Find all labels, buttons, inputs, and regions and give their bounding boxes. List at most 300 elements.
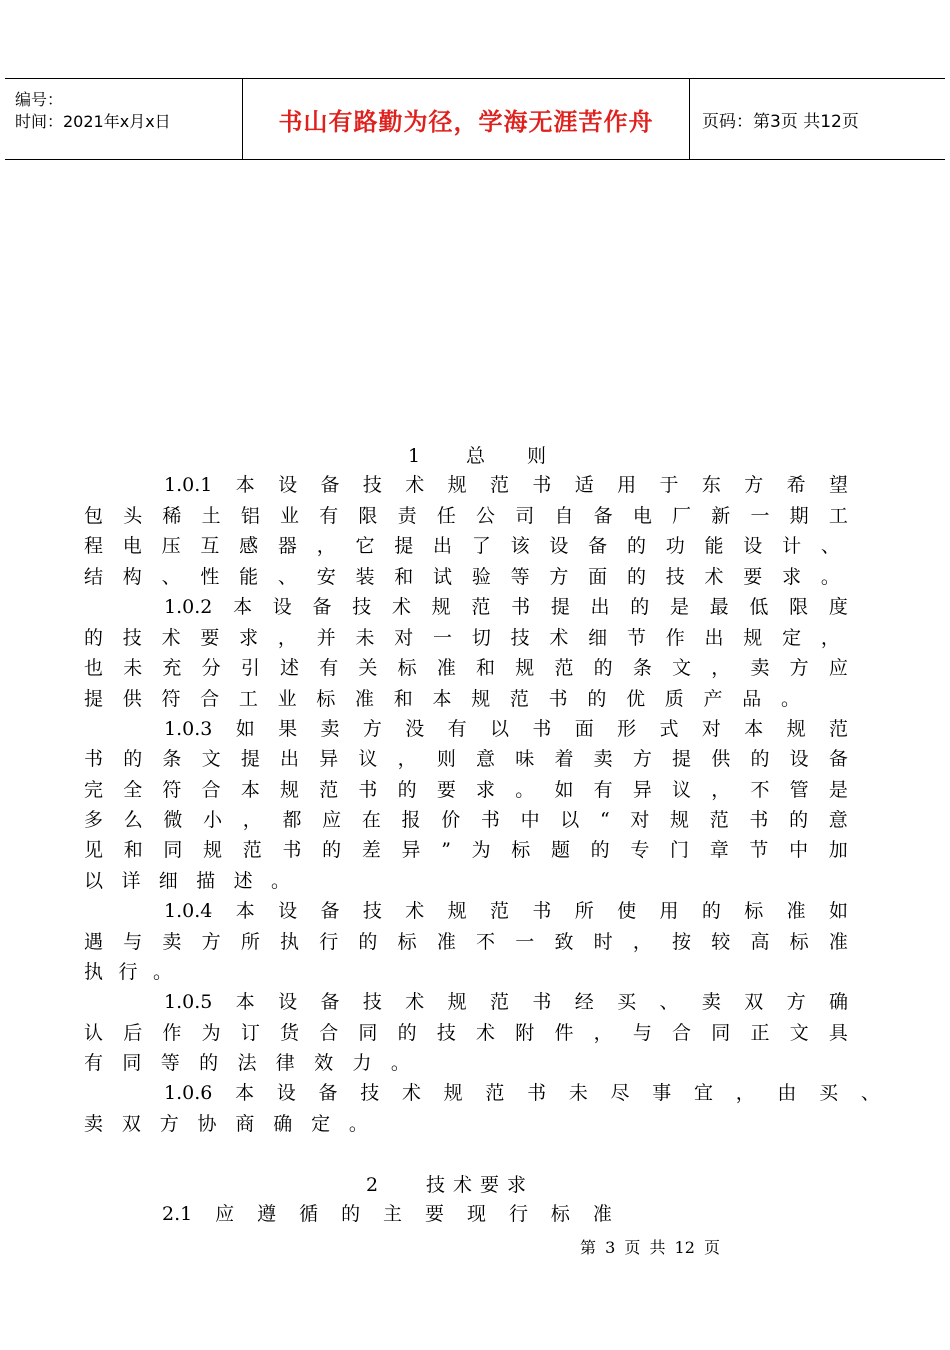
text-char: 也 — [84, 657, 104, 679]
text-char: 书 — [527, 1082, 547, 1104]
text-char: 方 — [159, 1113, 179, 1135]
text-char: 较 — [711, 931, 731, 953]
text-char: 买 — [617, 991, 637, 1013]
text-char: 本 — [744, 718, 764, 740]
clause-number: 1.0.1 — [164, 474, 213, 496]
text-char: 符 — [161, 688, 181, 710]
text-char: 由 — [777, 1082, 797, 1104]
text-char: 程 — [84, 535, 104, 557]
text-char: 备 — [828, 748, 848, 770]
text-char: 方 — [201, 931, 221, 953]
text-char: 的 — [750, 748, 770, 770]
text-char: 器 — [277, 535, 297, 557]
text-char: 的 — [123, 748, 143, 770]
text-char: 技 — [362, 991, 382, 1013]
text-char: 方 — [362, 718, 382, 740]
text-char: 合 — [200, 688, 220, 710]
text-char: ， — [632, 931, 652, 953]
text-char: 用 — [659, 900, 679, 922]
text-char: 订 — [240, 1022, 260, 1044]
clause-number: 1.0.2 — [164, 596, 213, 618]
text-char: 工 — [238, 688, 258, 710]
text-char: 准 — [355, 688, 375, 710]
section-1-number: 1 — [408, 445, 421, 467]
text-char: 卖 — [701, 991, 721, 1013]
text-char: 果 — [278, 718, 298, 740]
text-char: 范 — [554, 657, 574, 679]
text-char: 范 — [509, 688, 529, 710]
text-char: 范 — [319, 779, 339, 801]
text-char: 出 — [590, 596, 610, 618]
text-char: 方 — [632, 748, 652, 770]
text-char: 则 — [436, 748, 456, 770]
text-char: 的 — [626, 566, 646, 588]
text-char: 术 — [405, 474, 425, 496]
text-char: 应 — [215, 1203, 235, 1225]
text-char: 方 — [789, 657, 809, 679]
text-char: 本 — [432, 688, 452, 710]
text-char: 。 — [390, 1052, 410, 1074]
paragraph-line — [164, 472, 848, 498]
text-char: 、 — [161, 566, 181, 588]
text-char: 设 — [549, 535, 569, 557]
text-char: 的 — [341, 1203, 361, 1225]
text-char: 。 — [820, 566, 840, 588]
text-char: 术 — [704, 566, 724, 588]
text-char: 范 — [242, 839, 262, 861]
text-char: 以 — [84, 870, 104, 892]
text-char: 文 — [672, 657, 692, 679]
text-char: 在 — [361, 809, 381, 831]
text-char: 东 — [701, 474, 721, 496]
paragraph-line — [84, 655, 848, 681]
text-char: 确 — [273, 1113, 293, 1135]
text-char: 安 — [316, 566, 336, 588]
text-char: ， — [711, 657, 731, 679]
text-char: 等 — [160, 1052, 180, 1074]
text-char: 后 — [123, 1022, 143, 1044]
text-char: “ — [599, 809, 610, 831]
text-char: 书 — [548, 688, 568, 710]
text-char: 技 — [362, 474, 382, 496]
text-char: 的 — [199, 1052, 219, 1074]
text-char: 标 — [789, 931, 809, 953]
text-char: 经 — [574, 991, 594, 1013]
paragraph-line — [84, 929, 848, 955]
text-char: 异 — [632, 779, 652, 801]
text-char: ， — [593, 1022, 613, 1044]
text-char: 新 — [711, 505, 731, 527]
page-code-label: 页码：第3页 共12页 — [702, 111, 859, 132]
text-char: 以 — [489, 718, 509, 740]
text-char: 一 — [433, 627, 453, 649]
text-char: 设 — [278, 900, 298, 922]
text-char: 备 — [312, 596, 332, 618]
text-char: 装 — [355, 566, 375, 588]
text-char: 规 — [743, 627, 763, 649]
text-char: 的 — [322, 839, 342, 861]
text-char: 的 — [593, 657, 613, 679]
text-char: 和 — [393, 688, 413, 710]
text-char: 压 — [161, 535, 181, 557]
paragraph-line — [84, 959, 172, 985]
text-char: 细 — [588, 627, 608, 649]
text-char: 范 — [709, 809, 729, 831]
text-char: 式 — [659, 718, 679, 740]
text-char: 书 — [532, 991, 552, 1013]
text-char: 事 — [652, 1082, 672, 1104]
text-char: 要 — [425, 1203, 445, 1225]
text-char: 力 — [352, 1052, 372, 1074]
text-char: 规 — [203, 839, 223, 861]
text-char: 备 — [318, 1082, 338, 1104]
text-char: 本 — [233, 596, 253, 618]
text-char: 正 — [750, 1022, 770, 1044]
text-char: 自 — [554, 505, 574, 527]
text-char: 细 — [158, 870, 178, 892]
text-char: 工 — [828, 505, 848, 527]
text-char: 着 — [554, 748, 574, 770]
text-char: 备 — [320, 991, 340, 1013]
paragraph-line — [164, 898, 848, 924]
text-char: 稀 — [162, 505, 182, 527]
text-char: 卖 — [750, 657, 770, 679]
text-char: 出 — [433, 535, 453, 557]
text-char: 提 — [394, 535, 414, 557]
text-char: 土 — [201, 505, 221, 527]
text-char: 书 — [282, 839, 302, 861]
text-char: 。 — [152, 961, 172, 983]
text-char: 出 — [704, 627, 724, 649]
text-char: 认 — [84, 1022, 104, 1044]
text-char: 功 — [665, 535, 685, 557]
text-char: 的 — [587, 688, 607, 710]
text-char: 设 — [276, 1082, 296, 1104]
text-char: 书 — [532, 474, 552, 496]
motto-text: 书山有路勤为径，学海无涯苦作舟 — [278, 107, 654, 136]
text-char: 么 — [123, 809, 143, 831]
text-char: 范 — [489, 991, 509, 1013]
text-char: 提 — [84, 688, 104, 710]
text-char: 它 — [355, 535, 375, 557]
text-char: 低 — [749, 596, 769, 618]
text-char: 同 — [163, 839, 183, 861]
clause-number: 1.0.3 — [164, 718, 213, 740]
text-char: 双 — [744, 991, 764, 1013]
text-char: 技 — [352, 596, 372, 618]
text-char: 的 — [590, 839, 610, 861]
text-char: 、 — [659, 991, 679, 1013]
text-char: 求 — [782, 566, 802, 588]
text-char: ” — [441, 839, 451, 861]
text-char: 全 — [123, 779, 143, 801]
text-char: 性 — [200, 566, 220, 588]
text-char: 品 — [742, 688, 762, 710]
text-char: 充 — [162, 657, 182, 679]
text-char: 备 — [320, 474, 340, 496]
text-char: 书 — [532, 900, 552, 922]
text-char: 技 — [510, 627, 530, 649]
paragraph-line — [84, 868, 290, 894]
text-char: 完 — [84, 779, 104, 801]
text-char: 未 — [123, 657, 143, 679]
text-char: 卖 — [593, 748, 613, 770]
clause-number: 1.0.5 — [164, 991, 213, 1013]
text-char: 尽 — [610, 1082, 630, 1104]
text-char: ， — [277, 627, 297, 649]
text-char: 有 — [447, 718, 467, 740]
text-char: 、 — [860, 1082, 880, 1104]
text-char: 范 — [485, 1082, 505, 1104]
text-char: 互 — [200, 535, 220, 557]
text-char: 本 — [235, 900, 255, 922]
text-char: 异 — [401, 839, 421, 861]
text-char: 确 — [828, 991, 848, 1013]
section-1-title: 总 则 — [466, 445, 565, 467]
text-char: 备 — [320, 900, 340, 922]
text-char: 范 — [471, 596, 491, 618]
text-char: 微 — [163, 809, 183, 831]
text-char: 味 — [515, 748, 535, 770]
text-char: 是 — [828, 779, 848, 801]
text-char: 价 — [441, 809, 461, 831]
text-char: 面 — [588, 566, 608, 588]
text-char: 方 — [549, 566, 569, 588]
text-char: 有 — [593, 779, 613, 801]
text-char: 质 — [664, 688, 684, 710]
text-char: 条 — [162, 748, 182, 770]
text-char: 本 — [235, 991, 255, 1013]
text-char: ， — [242, 809, 262, 831]
paragraph-line — [84, 625, 840, 651]
text-char: 商 — [235, 1113, 255, 1135]
section-2-heading — [366, 1170, 534, 1197]
text-char: 中 — [520, 809, 540, 831]
text-char: 对 — [701, 718, 721, 740]
text-char: 意 — [476, 748, 496, 770]
text-char: 求 — [476, 779, 496, 801]
paragraph-line — [84, 746, 848, 772]
text-char: 能 — [704, 535, 724, 557]
text-char: 一 — [750, 505, 770, 527]
text-char: 所 — [574, 900, 594, 922]
text-char: 构 — [122, 566, 142, 588]
text-char: 章 — [709, 839, 729, 861]
text-char: 的 — [358, 931, 378, 953]
text-char: 的 — [630, 596, 650, 618]
text-char: 。 — [780, 688, 800, 710]
text-char: 一 — [515, 931, 535, 953]
text-char: 对 — [630, 809, 650, 831]
text-char: 的 — [789, 809, 809, 831]
text-char: 以 — [560, 809, 580, 831]
text-char: 合 — [672, 1022, 692, 1044]
text-char: 面 — [574, 718, 594, 740]
text-char: 提 — [240, 748, 260, 770]
text-char: 与 — [632, 1022, 652, 1044]
text-char: 门 — [670, 839, 690, 861]
paragraph-line — [164, 1080, 880, 1106]
text-char: 卖 — [162, 931, 182, 953]
text-char: 行 — [118, 961, 138, 983]
text-char: 专 — [630, 839, 650, 861]
text-char: 结 — [84, 566, 104, 588]
text-char: 的 — [397, 1022, 417, 1044]
text-char: 报 — [401, 809, 421, 831]
paragraph-line — [84, 533, 840, 559]
text-char: 双 — [121, 1113, 141, 1135]
text-char: 。 — [515, 779, 535, 801]
section-1-heading — [408, 441, 564, 468]
text-char: 头 — [123, 505, 143, 527]
text-char: 出 — [280, 748, 300, 770]
text-char: 技 — [360, 1082, 380, 1104]
text-char: 述 — [233, 870, 253, 892]
text-char: 术 — [405, 991, 425, 1013]
text-char: 主 — [383, 1203, 403, 1225]
text-char: 技 — [362, 900, 382, 922]
text-char: 本 — [235, 1082, 255, 1104]
text-char: 的 — [397, 779, 417, 801]
text-char: 加 — [828, 839, 848, 861]
text-char: 详 — [121, 870, 141, 892]
text-char: 作 — [162, 1022, 182, 1044]
text-char: 附 — [515, 1022, 535, 1044]
text-char: 规 — [447, 900, 467, 922]
text-char: 切 — [471, 627, 491, 649]
text-char: 于 — [659, 474, 679, 496]
text-char: 作 — [665, 627, 685, 649]
paragraph-line — [84, 1020, 848, 1046]
section-2-title: 技术要求 — [426, 1174, 535, 1196]
text-char: 术 — [476, 1022, 496, 1044]
text-char: ， — [735, 1082, 755, 1104]
text-char: 小 — [203, 809, 223, 831]
text-char: 准 — [436, 931, 456, 953]
text-char: 范 — [828, 718, 848, 740]
text-char: 书 — [358, 779, 378, 801]
text-char: 标 — [511, 839, 531, 861]
text-char: 合 — [201, 779, 221, 801]
text-char: 供 — [122, 688, 142, 710]
text-char: 责 — [397, 505, 417, 527]
text-char: 求 — [239, 627, 259, 649]
text-char: 定 — [311, 1113, 331, 1135]
paragraph-line — [84, 807, 848, 833]
text-char: 准 — [592, 1203, 612, 1225]
text-char: 的 — [701, 900, 721, 922]
paragraph-line — [84, 564, 840, 590]
text-char: 议 — [358, 748, 378, 770]
text-char: 标 — [397, 657, 417, 679]
text-char: 和 — [476, 657, 496, 679]
text-char: 范 — [489, 474, 509, 496]
text-char: 适 — [574, 474, 594, 496]
text-char: 设 — [272, 596, 292, 618]
text-char: 准 — [828, 931, 848, 953]
text-char: 书 — [532, 718, 552, 740]
text-char: 准 — [786, 900, 806, 922]
text-char: 差 — [361, 839, 381, 861]
text-char: 时 — [593, 931, 613, 953]
text-char: 如 — [828, 900, 848, 922]
text-char: 不 — [476, 931, 496, 953]
paragraph-line — [84, 777, 848, 803]
text-char: 未 — [568, 1082, 588, 1104]
section-2-number: 2 — [366, 1174, 379, 1196]
text-char: ， — [316, 535, 336, 557]
text-char: 定 — [782, 627, 802, 649]
text-char: 本 — [240, 779, 260, 801]
text-char: 要 — [743, 566, 763, 588]
text-char: 使 — [617, 900, 637, 922]
text-char: 引 — [240, 657, 260, 679]
text-char: 规 — [280, 779, 300, 801]
text-char: 如 — [554, 779, 574, 801]
text-char: 的 — [84, 627, 104, 649]
text-char: 符 — [162, 779, 182, 801]
text-char: 设 — [278, 474, 298, 496]
text-char: 技 — [436, 1022, 456, 1044]
text-char: 技 — [122, 627, 142, 649]
text-char: 设 — [743, 535, 763, 557]
text-char: 同 — [711, 1022, 731, 1044]
paragraph-line — [84, 837, 848, 863]
text-char: 同 — [122, 1052, 142, 1074]
text-char: 中 — [789, 839, 809, 861]
text-char: 限 — [789, 596, 809, 618]
text-char: 术 — [161, 627, 181, 649]
text-char: 希 — [786, 474, 806, 496]
text-char: 题 — [550, 839, 570, 861]
text-char: 并 — [316, 627, 336, 649]
text-char: 设 — [278, 991, 298, 1013]
text-char: 任 — [436, 505, 456, 527]
text-char: 节 — [626, 627, 646, 649]
text-char: 效 — [314, 1052, 334, 1074]
text-char: 度 — [828, 596, 848, 618]
text-char: 提 — [550, 596, 570, 618]
text-char: 该 — [510, 535, 530, 557]
text-char: 优 — [626, 688, 646, 710]
text-char: 规 — [443, 1082, 463, 1104]
text-char: 。 — [270, 870, 290, 892]
text-char: 感 — [239, 535, 259, 557]
text-char: 提 — [672, 748, 692, 770]
text-char: 执 — [84, 961, 104, 983]
text-char: 设 — [789, 748, 809, 770]
text-char: 等 — [510, 566, 530, 588]
text-char: 形 — [617, 718, 637, 740]
text-char: 准 — [436, 657, 456, 679]
text-char: 循 — [299, 1203, 319, 1225]
text-char: 分 — [201, 657, 221, 679]
text-char: 书 — [511, 596, 531, 618]
text-char: 供 — [711, 748, 731, 770]
text-char: 货 — [280, 1022, 300, 1044]
text-char: 、 — [820, 535, 840, 557]
text-char: 合 — [319, 1022, 339, 1044]
text-char: 规 — [447, 474, 467, 496]
text-char: 技 — [665, 566, 685, 588]
paragraph-line — [84, 1050, 410, 1076]
text-char: 本 — [235, 474, 255, 496]
text-char: 同 — [358, 1022, 378, 1044]
paragraph-line — [84, 1111, 368, 1137]
text-char: 电 — [122, 535, 142, 557]
text-char: 协 — [197, 1113, 217, 1135]
text-char: 能 — [239, 566, 259, 588]
